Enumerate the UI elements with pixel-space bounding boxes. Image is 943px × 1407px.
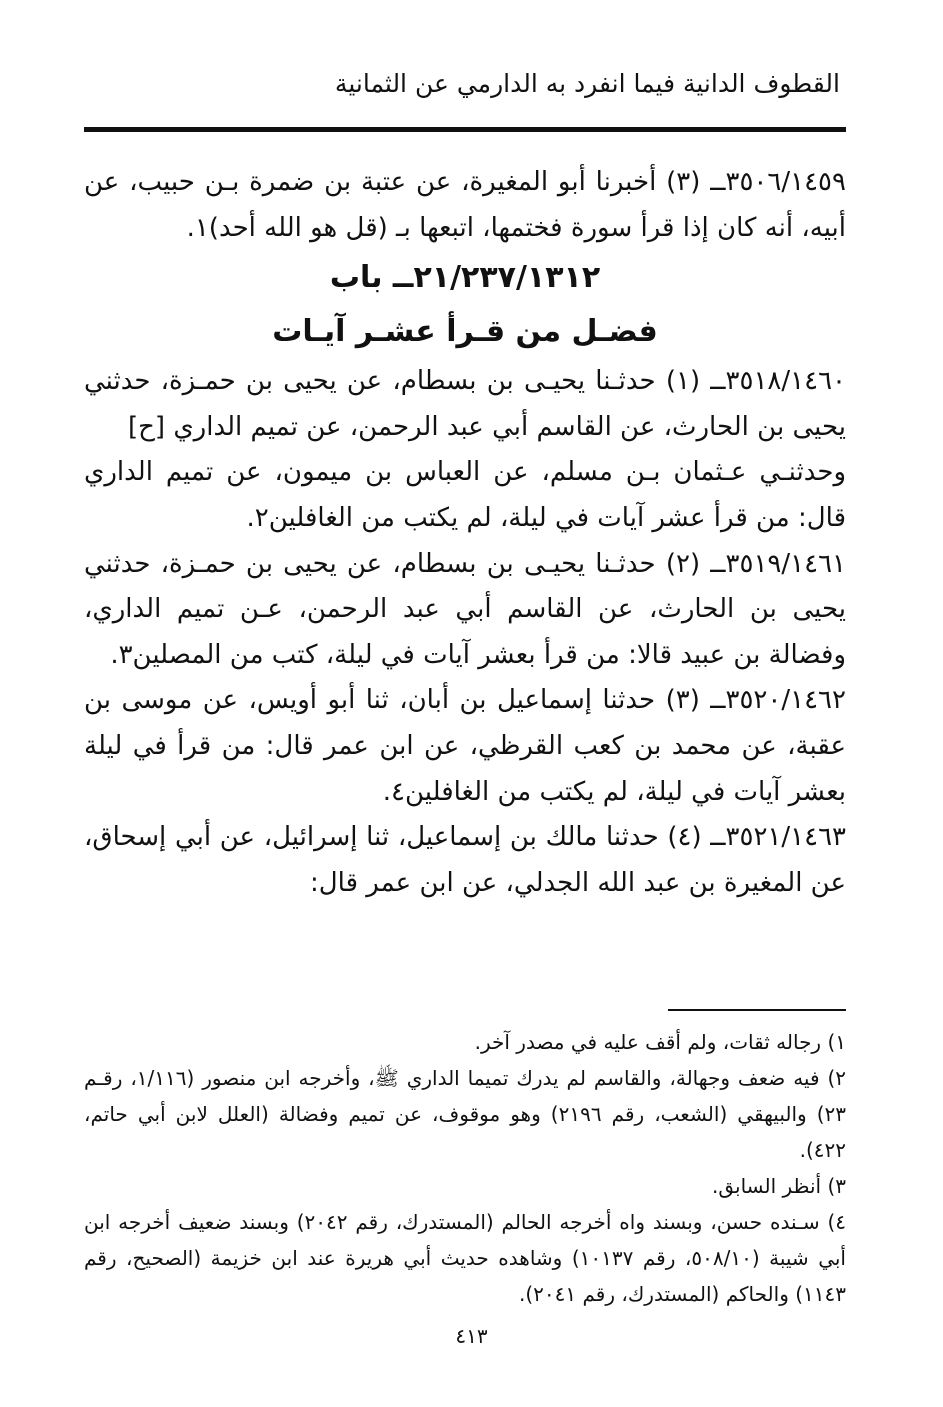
footnote-1: ١) رجاله ثقات، ولم أقف عليه في مصدر آخر. <box>474 1030 846 1054</box>
footnote-rule <box>668 1009 846 1011</box>
hadith-1463: ٣٥٢١/١٤٦٣ــ (٤) حدثنا مالك بن إسماعيل، ثنا إسرائيل، عن أبي إسحاق، عن المغيرة بن عبد الله الجدلي، عن ابن عمر قال: <box>84 822 846 898</box>
footnote-3: ٣) أنظر السابق. <box>711 1174 846 1198</box>
chapter-heading: ٢١/٢٣٧/١٣١٢ــ باب <box>329 260 601 296</box>
footnote-2: ٢) فيه ضعف وجهالة، والقاسم لم يدرك تميما الداري ﷺ، وأخرجه ابن منصور (١/١١٦، رقـم ٢٣) والبيهقي (الشعب، رقم ٢١٩٦) وهو موقوف، عن تميم وفضالة (العلل لابن أبي حاتم، ٤٢٢). <box>84 1066 847 1162</box>
hadith-1459: ٣٥٠٦/١٤٥٩ــ (٣) أخبرنا أبو المغيرة، عن عتبة بن ضمرة بـن حبيب، عن أبيه، أنه كان إذا قرأ سورة فختمها، اتبعها بـ (قل هو الله أحد)١. <box>84 167 846 243</box>
hadith-1460-second: وحدثنـي عـثمان بـن مسلم، عن العباس بن ميمون، عن تميم الداري قال: من قرأ عشر آيات في ليلة، لم يكتب من الغافلين٢. <box>84 457 846 533</box>
footnote-4: ٤) سـنده حسن، وبسند واه أخرجه الحالم (المستدرك، رقم ٢٠٤٢) وبسند ضعيف أخرجه ابن أبي شيبة (٥٠٨/١٠، رقم ١٠١٣٧) وشاهده حديث أبي هريرة عند ابن خزيمة (الصحيح، رقم ١١٤٣) والحاكم (المستدرك، رقم ٢٠٤١). <box>84 1210 846 1306</box>
header-rule <box>84 127 846 132</box>
page-number: ٤١٣ <box>455 1324 488 1348</box>
hadith-1460-first: ٣٥١٨/١٤٦٠ــ (١) حدثـنا يحيـى بن بسطام، عن يحيى بن حمـزة، حدثني يحيى بن الحارث، عن القاسم أبي عبد الرحمن، عن تميم الداري [ح] <box>84 366 846 442</box>
footnotes <box>84 1024 846 1312</box>
running-header: القطوف الدانية فيما انفرد به الدارمي عن الثمانية <box>334 69 840 98</box>
chapter-title: فضـل من قـرأ عشـر آيـات <box>272 314 658 350</box>
hadith-1461: ٣٥١٩/١٤٦١ــ (٢) حدثـنا يحيـى بن بسطام، عن يحيى بن حمـزة، حدثني يحيى بن الحارث، عن القاسم أبي عبد الرحمن، عـن تميم الداري، وفضالة بن عبيد قالا: من قرأ بعشر آيات في ليلة، كتب من المصلين٣. <box>84 548 846 670</box>
hadith-1462: ٣٥٢٠/١٤٦٢ــ (٣) حدثنا إسماعيل بن أبان، ثنا أبو أويس، عن موسى بن عقبة، عن محمد بن كعب القرظي، عن ابن عمر قال: من قرأ في ليلة بعشر آيات في ليلة، لم يكتب من الغافلين٤. <box>84 685 846 807</box>
main-text <box>84 160 846 906</box>
